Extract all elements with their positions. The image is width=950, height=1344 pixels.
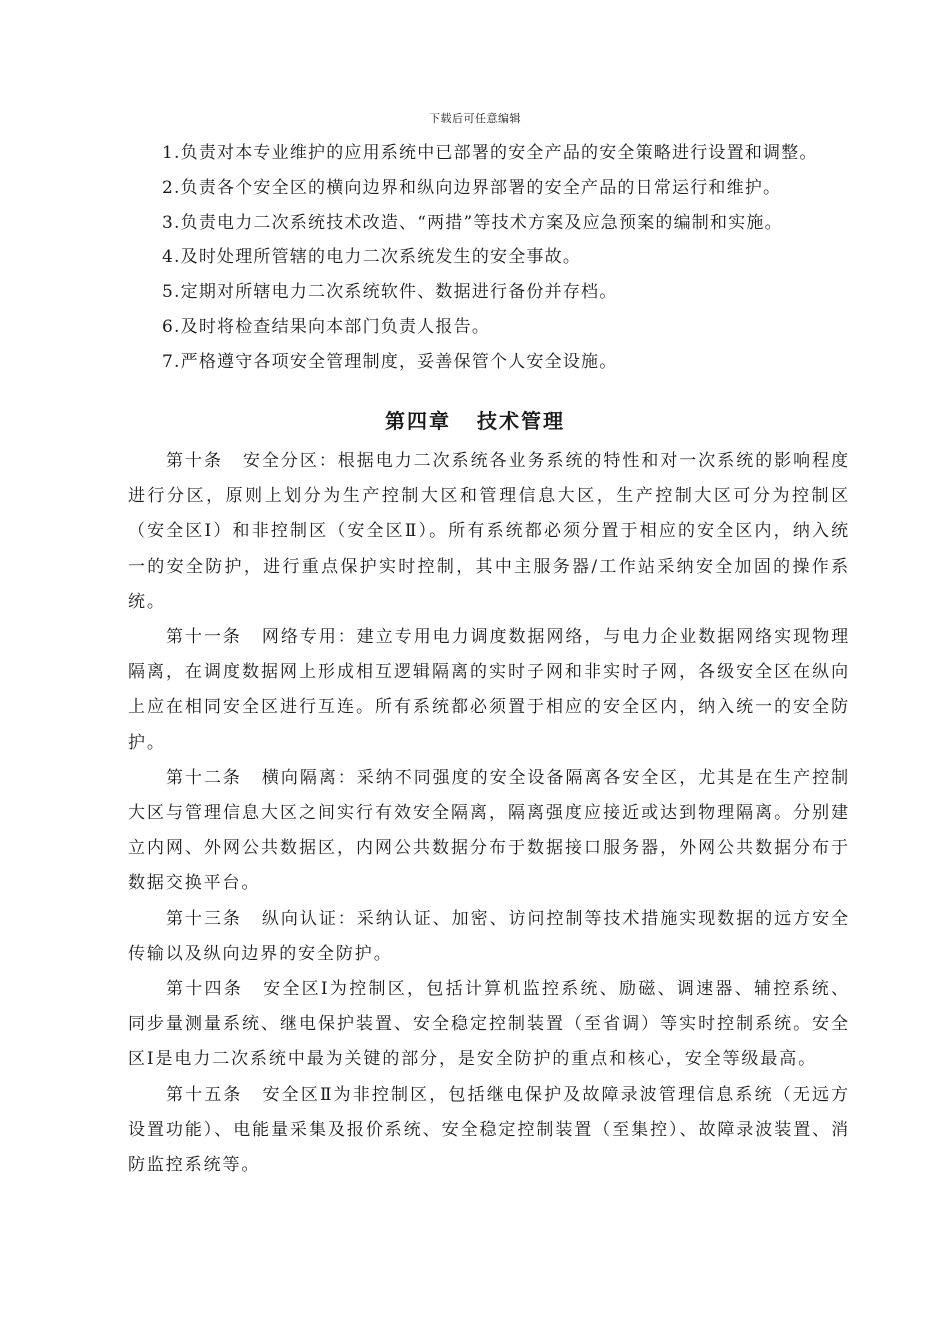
list-item: 1.负责对本专业维护的应用系统中已部署的安全产品的安全策略进行设置和调整。 — [162, 143, 818, 163]
article-number: 第十四条 — [166, 979, 244, 1000]
chapter-heading — [0, 405, 950, 434]
article-text: 横向隔离：采纳不同强度的安全设备隔离各安全区，尤其是在生产控制大区与管理信息大区之间实行有效安全隔离，隔离强度应接近或达到物理隔离。分别建立内网、外网公共数据区，内网公共数据分布于数据接口服务器，外网公共数据分布于数据交换平台。 — [128, 767, 850, 894]
article-text: 安全分区：根据电力二次系统各业务系统的特性和对一次系统的影响程度进行分区，原则上划分为生产控制大区和管理信息大区，生产控制大区可分为控制区（安全区Ⅰ）和非控制区（安全区Ⅱ）。所有系统都必须分置于相应的安全区内，纳入统一的安全防护，进行重点保护实时控制，其中主服务器/工作站采纳安全加固的操作系统。 — [128, 451, 850, 612]
article-number: 第十二条 — [166, 767, 242, 788]
list-item: 2.负责各个安全区的横向边界和纵向边界部署的安全产品的日常运行和维护。 — [162, 177, 782, 198]
article-number: 第十三条 — [166, 908, 242, 929]
articles-section — [128, 444, 850, 1183]
article-text: 纵向认证：采纳认证、加密、访问控制等技术措施实现数据的远方安全传输以及纵向边界的安全防护。 — [128, 908, 850, 964]
list-item: 3.负责电力二次系统技术改造、“两措”等技术方案及应急预案的编制和实施。 — [162, 212, 783, 233]
chapter-number: 第四章 — [385, 409, 451, 433]
article-text: 网络专用：建立专用电力调度数据网络，与电力企业数据网络实现物理隔离，在调度数据网上形成相互逻辑隔离的实时子网和非实时子网，各级安全区在纵向上应在相同安全区进行互连。所有系统都必须置于相应的安全区内，纳入统一的安全防护。 — [128, 627, 850, 753]
list-item: 4.及时处理所管辖的电力二次系统发生的安全事故。 — [162, 247, 582, 268]
article-number: 第十条 — [166, 451, 223, 471]
article-number: 第十一条 — [166, 627, 242, 648]
article-paragraph — [128, 1078, 850, 1184]
article-paragraph — [128, 972, 850, 1078]
header-note: 下载后可任意编辑 — [429, 112, 521, 125]
list-item: 5.定期对所辖电力二次系统软件、数据进行备份并存档。 — [162, 282, 618, 303]
article-paragraph — [128, 444, 850, 620]
article-text: 安全区Ⅱ为非控制区，包括继电保护及故障录波管理信息系统（无远方设置功能）、电能量采集及报价系统、安全稳定控制装置（至集控）、故障录波装置、消防监控系统等。 — [128, 1084, 851, 1176]
chapter-title: 技术管理 — [477, 409, 565, 433]
article-paragraph — [128, 620, 850, 761]
list-item: 7.严格遵守各项安全管理制度，妥善保管个人安全设施。 — [162, 351, 618, 372]
list-item: 6.及时将检查结果向本部门负责人报告。 — [162, 316, 491, 337]
article-paragraph — [128, 902, 850, 972]
article-paragraph — [128, 761, 850, 902]
article-text: 安全区Ⅰ为控制区，包括计算机监控系统、励磁、调速器、辅控系统、同步量测量系统、继电保护装置、安全稳定控制装置（至省调）等实时控制系统。安全区Ⅰ是电力二次系统中最为关键的部分，是安全防护的重点和核心，安全等级最高。 — [128, 979, 850, 1070]
duties-list — [162, 136, 910, 380]
article-number: 第十五条 — [166, 1084, 243, 1105]
